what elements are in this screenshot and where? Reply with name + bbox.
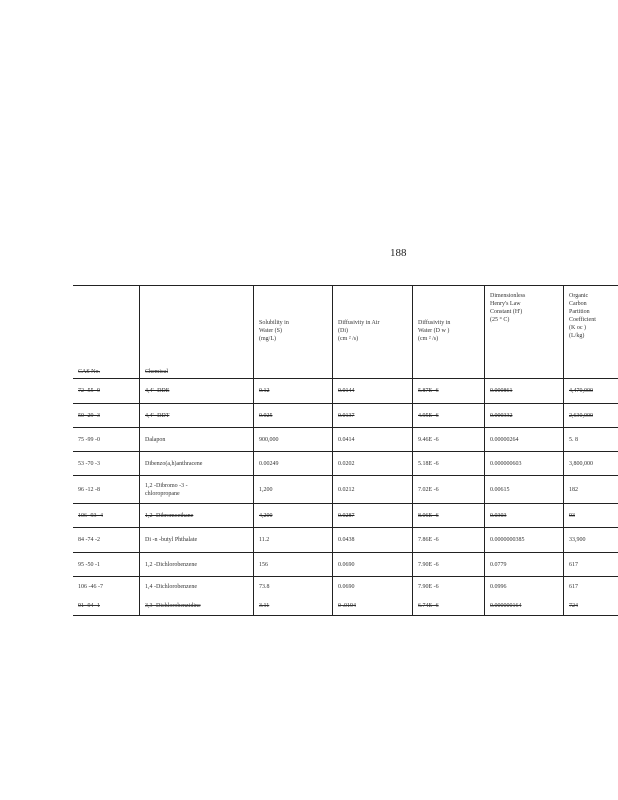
cell-diffusivity-water: 7.90E -6 (412, 553, 484, 576)
cell-koc: 4,470,000 (563, 379, 618, 403)
cell-chemical: 1,2 -Dichlorobenzene (139, 553, 253, 576)
cell-solubility: 3.11 (259, 602, 270, 609)
cell-diffusivity-air: 0.0137 (332, 404, 412, 427)
cell-koc: 2,630,000 (563, 404, 618, 427)
cell-cas: 106 -93 -4 (78, 512, 103, 519)
cell-henry: 0.000000603 (484, 452, 563, 475)
cell-chemical: 4,4' -DDT (139, 404, 253, 427)
cell-diffusivity-water: 4.95E -6 (412, 404, 484, 427)
cell-cas: 72 -55 -9 (78, 388, 100, 394)
cell-koc: 3,800,000 (563, 452, 618, 475)
cell-henry: 0.0779 (484, 553, 563, 576)
cell-diffusivity-air: 0.0202 (332, 452, 412, 475)
cell-solubility: 1,200 (253, 476, 332, 503)
cell-koc: 617 (563, 553, 618, 576)
cell-solubility: 156 (253, 553, 332, 576)
cell-chemical: 1,2 -Dibromoethane (139, 504, 253, 527)
cell-cas: 50 -29 -3 (78, 412, 100, 419)
cell-chemical: 1,4 -Dichlorobenzene (145, 583, 197, 590)
cell-diffusivity-water: 8.06E -6 (412, 504, 484, 527)
header-henry-constant: Dimensionless Henry's Law Constant (H') (25 ° C) (484, 286, 563, 378)
table-header-row (73, 286, 618, 379)
cell-chemical: 1,2 -Dibromo -3 - chloropropane (139, 476, 253, 503)
table-row (73, 504, 618, 528)
chemical-properties-table (73, 285, 618, 616)
cell-diffusivity-water: 6.74E -6 (418, 602, 439, 609)
cell-koc: 182 (563, 476, 618, 503)
cell-cas: 95 -50 -1 (78, 561, 100, 568)
cell-henry: 0.00000264 (484, 428, 563, 451)
cell-diffusivity-water: 7.02E -6 (412, 476, 484, 503)
cell-diffusivity-air: 0.0414 (332, 428, 412, 451)
cell-koc: 724 (569, 602, 578, 609)
cell-diffusivity-water: 9.46E -6 (412, 428, 484, 451)
cell-chemical: Dalapon (139, 428, 253, 451)
cell-chemical: 3,3 -Dichlorobenzidine (145, 602, 201, 609)
cell-cas: 96 -12 -8 (78, 486, 100, 493)
table-row (73, 476, 618, 504)
cell-cas: 106 -46 -7 (78, 583, 103, 590)
cell-solubility: 900,000 (253, 428, 332, 451)
page-number: 188 (390, 247, 407, 259)
cell-cas-stack (73, 577, 139, 615)
cell-diffusivity-water-stack (412, 577, 484, 615)
table-row (73, 577, 618, 616)
cell-chemical: Di -n -butyl Phthalate (139, 528, 253, 552)
cell-henry: 0.00615 (484, 476, 563, 503)
cell-solubility: 11.2 (253, 528, 332, 552)
cell-diffusivity-water: 7.90E -6 (418, 583, 439, 590)
table-row (73, 379, 618, 404)
table-row (73, 553, 618, 577)
cell-cas: 53 -70 -3 (78, 460, 100, 467)
header-cas: CAS No. (78, 369, 101, 375)
header-chemical: Chemical (139, 286, 253, 378)
table-row (73, 452, 618, 476)
cell-diffusivity-water: 7.86E -6 (412, 528, 484, 552)
cell-diffusivity-air: 0 .0194 (338, 602, 356, 609)
cell-henry: 0.0000000385 (484, 528, 563, 552)
cell-chemical: 4,4' -DDE (139, 379, 253, 403)
cell-henry: 0.000000164 (490, 602, 522, 609)
table-row (73, 528, 618, 553)
cell-solubility: 0.12 (253, 379, 332, 403)
cell-chemical: Dibenzo(a,h)anthracene (139, 452, 253, 475)
table-row (73, 428, 618, 452)
cell-diffusivity-water: 5.87E -6 (412, 379, 484, 403)
cell-diffusivity-air: 0.0438 (332, 528, 412, 552)
cell-henry: 0.0996 (490, 583, 507, 590)
cell-solubility: 73.8 (259, 583, 270, 590)
cell-diffusivity-air: 0.0212 (332, 476, 412, 503)
cell-cas: 75 -99 -0 (78, 436, 100, 443)
header-diffusivity-air: Diffusivity in Air (Di) (cm ² /s) (332, 286, 412, 378)
cell-koc: 617 (569, 583, 578, 590)
cell-koc: 93 (563, 504, 618, 527)
cell-henry: 0.0303 (484, 504, 563, 527)
cell-koc-stack (563, 577, 618, 615)
cell-solubility: 4,200 (253, 504, 332, 527)
header-koc: Organic Carbon Partition Coefficient (K oc ) (L/kg) (563, 286, 618, 378)
cell-diffusivity-air-stack (332, 577, 412, 615)
cell-solubility: 0.025 (253, 404, 332, 427)
cell-henry-stack (484, 577, 563, 615)
cell-chemical-stack (139, 577, 253, 615)
cell-koc: 33,900 (563, 528, 618, 552)
cell-diffusivity-air: 0.0690 (332, 553, 412, 576)
cell-cas: 84 -74 -2 (78, 537, 100, 543)
cell-henry: 0.000332 (484, 404, 563, 427)
table-row (73, 404, 618, 428)
cell-solubility: 0.00249 (253, 452, 332, 475)
cell-diffusivity-air: 0.0690 (338, 583, 355, 590)
cell-henry: 0.000861 (484, 379, 563, 403)
cell-cas: 91 -94 -1 (78, 602, 100, 609)
cell-diffusivity-water: 5.18E -6 (412, 452, 484, 475)
header-solubility: Solubility in Water (S) (mg/L) (253, 286, 332, 378)
header-diffusivity-water: Diffusivity in Water (D w ) (cm ² /s) (412, 286, 484, 378)
cell-diffusivity-air: 0.0144 (332, 379, 412, 403)
cell-diffusivity-air: 0.0287 (332, 504, 412, 527)
cell-koc: 5. 8 (563, 428, 618, 451)
cell-solubility-stack (253, 577, 332, 615)
